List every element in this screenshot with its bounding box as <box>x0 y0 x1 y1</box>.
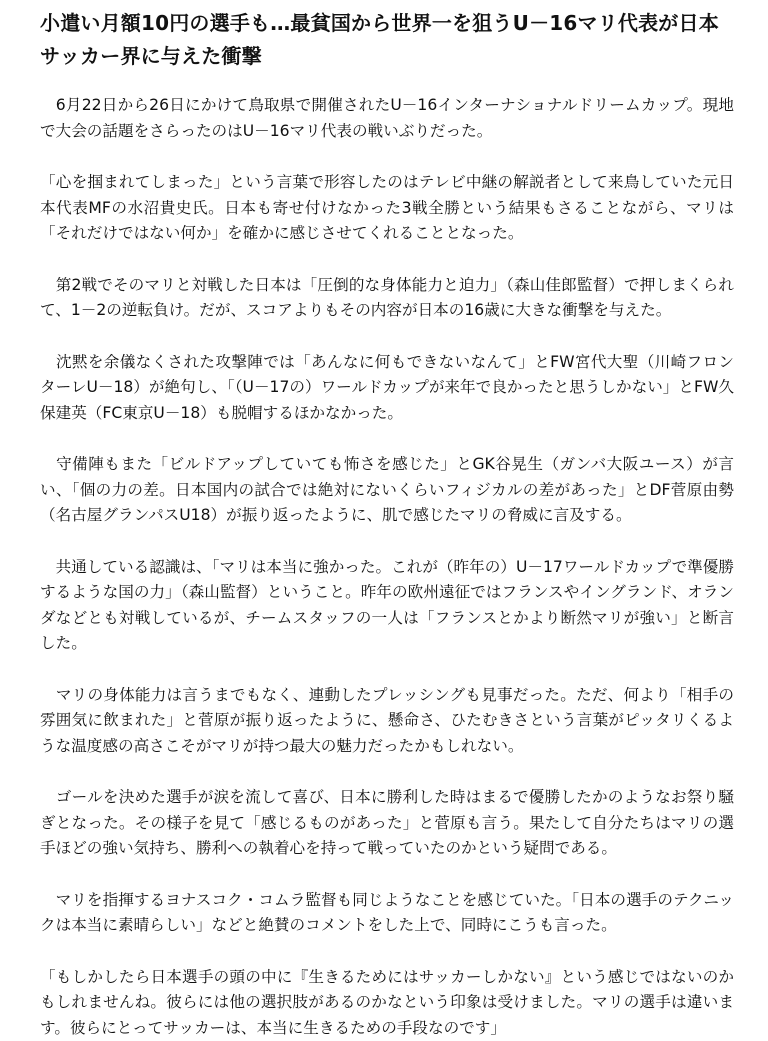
article-paragraph: マリを指揮するヨナスコク・コムラ監督も同じようなことを感じていた。「日本の選手のテクニックは本当に素晴らしい」などと絶賛のコメントをした上で、同時にこうも言った。 <box>40 888 734 939</box>
article-paragraph: 「もしかしたら日本選手の頭の中に『生きるためにはサッカーしかない』という感じではないのかもしれませんね。彼らには他の選択肢があるのかなという印象は受けました。マリの選手は違います。彼らにとってサッカーは、本当に生きるための手段なのです」 <box>40 965 734 1041</box>
article-paragraph: 第2戦でそのマリと対戦した日本は「圧倒的な身体能力と迫力」（森山佳郎監督）で押しまくられて、1－2の逆転負け。だが、スコアよりもその内容が日本の16歳に大きな衝撃を与えた。 <box>40 273 734 324</box>
article-paragraph: 共通している認識は、「マリは本当に強かった。これが（昨年の）U－17ワールドカップで準優勝するような国の力」（森山監督）ということ。昨年の欧州遠征ではフランスやイングランド、オランダなどとも対戦しているが、チームスタッフの一人は「フランスとかより断然マリが強い」と断言した。 <box>40 555 734 657</box>
article-paragraph: マリの身体能力は言うまでもなく、連動したプレッシングも見事だった。ただ、何より「相手の雰囲気に飲まれた」と菅原が振り返ったように、懸命さ、ひたむきさという言葉がピッタリくるような温度感の高さこそがマリが持つ最大の魅力だったかもしれない。 <box>40 683 734 760</box>
article-body <box>40 93 734 1041</box>
article-paragraph: ゴールを決めた選手が涙を流して喜び、日本に勝利した時はまるで優勝したかのようなお祭り騒ぎとなった。その様子を見て「感じるものがあった」と菅原も言う。果たして自分たちはマリの選手ほどの強い気持ち、勝利への執着心を持って戦っていたのかという疑問である。 <box>40 785 734 862</box>
article-paragraph: 「心を掴まれてしまった」という言葉で形容したのはテレビ中継の解説者として来鳥していた元日本代表MFの水沼貴史氏。日本も寄せ付けなかった3戦全勝という結果もさることながら、マリは「それだけではない何か」を確かに感じさせてくれることとなった。 <box>40 170 734 247</box>
article-paragraph: 沈黙を余儀なくされた攻撃陣では「あんなに何もできないなんて」とFW宮代大聖（川崎フロンターレU－18）が絶句し、「（U－17の）ワールドカップが来年で良かったと思うしかない」とFW久保建英（FC東京U－18）も脱帽するほかなかった。 <box>40 350 734 427</box>
article-paragraph: 守備陣もまた「ビルドアップしていても怖さを感じた」とGK谷晃生（ガンバ大阪ユース）が言い、「個の力の差。日本国内の試合では絶対にないくらいフィジカルの差があった」とDF菅原由勢（名古屋グランパスU18）が振り返ったように、肌で感じたマリの脅威に言及する。 <box>40 452 734 529</box>
article-paragraph: 6月22日から26日にかけて鳥取県で開催されたU－16インターナショナルドリームカップ。現地で大会の話題をさらったのはU－16マリ代表の戦いぶりだった。 <box>40 93 734 144</box>
article-headline: 小遣い月額10円の選手も…最貧国から世界一を狙うU－16マリ代表が日本サッカー界に与えた衝撃 <box>40 0 734 73</box>
